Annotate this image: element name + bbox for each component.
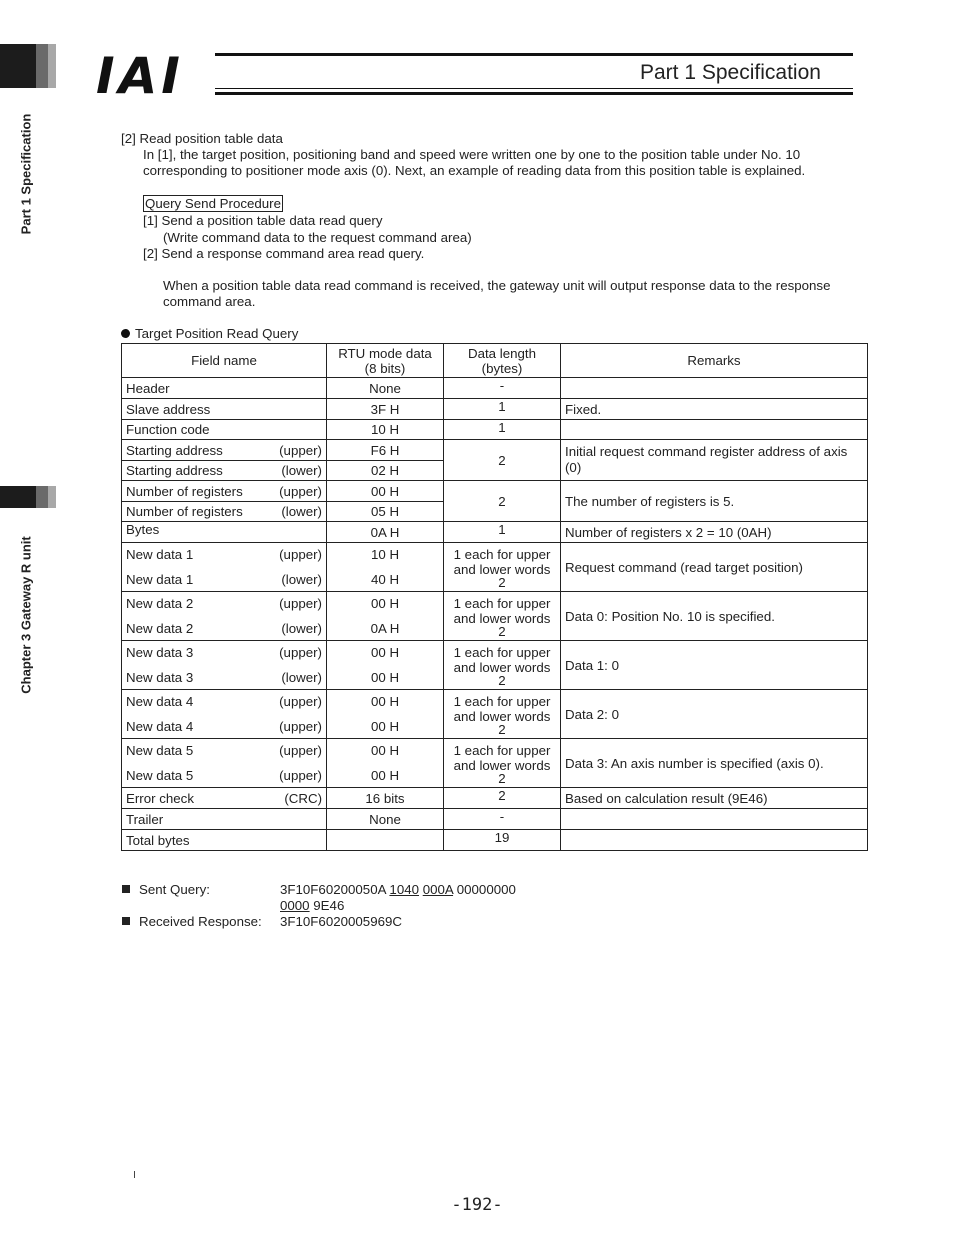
response-note-1: When a position table data read command is received, the gateway unit will output response data to the response bbox=[163, 278, 831, 293]
rtu-cell: 16 bits bbox=[327, 788, 444, 809]
field-name: Starting address bbox=[126, 442, 223, 458]
part-tab-marker bbox=[0, 44, 36, 88]
length-cell: 19 bbox=[444, 830, 561, 851]
square-bullet-icon bbox=[122, 885, 130, 893]
remarks-cell: Fixed. bbox=[561, 399, 868, 420]
sent-query-part: 9E46 bbox=[309, 898, 345, 913]
header-remarks: Remarks bbox=[561, 344, 868, 378]
received-response-label bbox=[122, 914, 262, 930]
page-header-title: Part 1 Specification bbox=[640, 61, 821, 84]
length-cell: 1 bbox=[444, 420, 561, 440]
table-row bbox=[122, 420, 868, 440]
length-line-b: and lower words bbox=[453, 561, 551, 577]
chapter-tab-marker-accent bbox=[36, 486, 48, 508]
field-cell bbox=[122, 592, 327, 641]
length-cell: - bbox=[444, 809, 561, 830]
remarks-cell: Initial request command register address of axis (0) bbox=[561, 440, 868, 481]
length-cell: - bbox=[444, 378, 561, 399]
remarks-cell: Data 0: Position No. 10 is specified. bbox=[561, 592, 868, 641]
bullet-dot-icon bbox=[121, 329, 130, 338]
header-rtu bbox=[327, 344, 444, 378]
chapter-tab-marker-light bbox=[48, 486, 56, 508]
table-row bbox=[122, 809, 868, 830]
part-side-label: Part 1 Specification bbox=[18, 113, 34, 235]
field-name: Number of registers bbox=[126, 504, 243, 519]
length-cell: 2 bbox=[444, 788, 561, 809]
length-cell bbox=[444, 592, 561, 641]
remarks-cell bbox=[561, 378, 868, 399]
header-rule-top bbox=[215, 53, 853, 56]
field-name: Error check bbox=[126, 790, 194, 806]
received-response-label-text: Received Response: bbox=[139, 914, 262, 929]
chapter-tab-marker bbox=[0, 486, 36, 508]
rtu-lower: 00 H bbox=[370, 768, 400, 783]
rtu-cell: 02 H bbox=[327, 461, 444, 481]
header-rtu-line-1: RTU mode data bbox=[338, 345, 432, 361]
page-number: -192- bbox=[451, 1195, 503, 1215]
sent-query-part: 3F10F60200050A bbox=[280, 882, 390, 897]
rtu-cell: 05 H bbox=[327, 502, 444, 522]
table-row bbox=[122, 440, 868, 461]
table-row bbox=[122, 788, 868, 809]
table-row bbox=[122, 739, 868, 788]
remarks-cell: Data 1: 0 bbox=[561, 641, 868, 690]
field-qualifier: (CRC) bbox=[284, 790, 322, 806]
sent-query-label-text: Sent Query: bbox=[139, 882, 210, 897]
remarks-cell: Based on calculation result (9E46) bbox=[561, 788, 868, 809]
field-name: New data 5 bbox=[126, 743, 194, 758]
field-qualifier: (upper) bbox=[279, 645, 322, 660]
sent-query-label bbox=[122, 882, 210, 898]
rtu-cell: None bbox=[327, 809, 444, 830]
remarks-cell: The number of registers is 5. bbox=[561, 481, 868, 522]
table-row bbox=[122, 592, 868, 641]
header-length-line-1: Data length bbox=[467, 345, 536, 361]
sent-query-part: 00000000 bbox=[453, 882, 516, 897]
length-cell bbox=[444, 690, 561, 739]
length-line-c: 2 bbox=[498, 721, 506, 737]
table-row bbox=[122, 481, 868, 502]
procedure-title-box: Query Send Procedure bbox=[145, 196, 282, 211]
header-length bbox=[444, 344, 561, 378]
field-name: New data 1 bbox=[126, 572, 194, 587]
table-row bbox=[122, 399, 868, 420]
rtu-cell bbox=[327, 830, 444, 851]
field-cell bbox=[122, 399, 327, 420]
length-cell bbox=[444, 641, 561, 690]
remarks-cell: Data 3: An axis number is specified (axis 0). bbox=[561, 739, 868, 788]
query-table bbox=[121, 343, 868, 851]
field-cell bbox=[122, 690, 327, 739]
length-line-a: 1 each for upper bbox=[453, 595, 551, 611]
header-rtu-line-2: (8 bits) bbox=[364, 360, 406, 376]
field-qualifier: (lower) bbox=[281, 504, 322, 519]
field-cell bbox=[122, 830, 327, 851]
sent-query-underlined: 1040 bbox=[389, 882, 420, 897]
rtu-cell bbox=[327, 641, 444, 690]
field-cell bbox=[122, 378, 327, 399]
rtu-cell bbox=[327, 592, 444, 641]
field-cell bbox=[122, 440, 327, 461]
length-line-a: 1 each for upper bbox=[453, 693, 551, 709]
footer-tick-mark bbox=[134, 1171, 135, 1178]
field-qualifier: (upper) bbox=[279, 442, 322, 458]
field-name: Total bytes bbox=[126, 832, 190, 848]
field-name: New data 2 bbox=[126, 596, 194, 611]
response-note-2: command area. bbox=[163, 294, 256, 309]
field-cell bbox=[122, 420, 327, 440]
rtu-cell: None bbox=[327, 378, 444, 399]
field-cell bbox=[122, 739, 327, 788]
length-cell: 1 bbox=[444, 522, 561, 543]
table-row bbox=[122, 522, 868, 543]
field-cell bbox=[122, 481, 327, 502]
rtu-cell: 3F H bbox=[327, 399, 444, 420]
rtu-cell bbox=[327, 690, 444, 739]
table-caption-text: Target Position Read Query bbox=[135, 326, 299, 341]
field-qualifier: (upper) bbox=[279, 719, 322, 734]
rtu-lower: 40 H bbox=[370, 572, 400, 587]
field-name: Header bbox=[126, 380, 170, 396]
field-name: Number of registers bbox=[126, 483, 243, 499]
remarks-cell: Number of registers x 2 = 10 (0AH) bbox=[561, 522, 868, 543]
iai-logo: IAI bbox=[96, 47, 184, 105]
length-line-b: and lower words bbox=[453, 708, 551, 724]
field-cell bbox=[122, 461, 327, 481]
square-bullet-icon bbox=[122, 917, 130, 925]
field-qualifier: (lower) bbox=[281, 463, 322, 478]
length-line-a: 1 each for upper bbox=[453, 644, 551, 660]
rtu-cell: 10 H bbox=[327, 420, 444, 440]
rtu-cell: 0A H bbox=[327, 522, 444, 543]
field-name: Bytes bbox=[126, 522, 160, 537]
field-cell bbox=[122, 641, 327, 690]
field-qualifier: (lower) bbox=[281, 572, 322, 587]
table-row bbox=[122, 543, 868, 592]
field-name: New data 4 bbox=[126, 719, 194, 734]
length-cell: 1 bbox=[444, 399, 561, 420]
table-caption bbox=[121, 326, 298, 342]
remarks-cell bbox=[561, 830, 868, 851]
header-rule-bottom bbox=[215, 92, 853, 95]
field-qualifier: (upper) bbox=[279, 483, 322, 499]
procedure-step-2: [2] Send a response command area read query. bbox=[143, 246, 425, 261]
rtu-upper: 00 H bbox=[370, 645, 400, 660]
length-cell: 2 bbox=[444, 481, 561, 522]
field-cell bbox=[122, 809, 327, 830]
rtu-lower: 00 H bbox=[370, 670, 400, 685]
sent-query-value bbox=[280, 882, 516, 898]
intro-line-2: corresponding to positioner mode axis (0). Next, an example of reading data from this position table is explained. bbox=[143, 163, 806, 178]
rtu-cell bbox=[327, 543, 444, 592]
length-line-c: 2 bbox=[498, 672, 506, 688]
table-row bbox=[122, 378, 868, 399]
procedure-title bbox=[143, 196, 283, 212]
field-qualifier: (upper) bbox=[279, 547, 322, 562]
length-line-b: and lower words bbox=[453, 659, 551, 675]
rtu-upper: 00 H bbox=[370, 743, 400, 758]
rtu-cell bbox=[327, 739, 444, 788]
sent-query-underlined: 000A bbox=[422, 882, 454, 897]
procedure-step-1: [1] Send a position table data read query bbox=[143, 213, 383, 228]
field-name: Slave address bbox=[126, 401, 211, 417]
field-name: New data 3 bbox=[126, 670, 194, 685]
table-row bbox=[122, 830, 868, 851]
rtu-lower: 00 H bbox=[370, 719, 400, 734]
rtu-upper: 00 H bbox=[370, 694, 400, 709]
length-cell bbox=[444, 739, 561, 788]
field-name: Function code bbox=[126, 422, 210, 437]
length-line-a: 1 each for upper bbox=[453, 546, 551, 562]
intro-line-1: In [1], the target position, positioning band and speed were written one by one to the position table under No. 10 bbox=[143, 147, 801, 162]
field-qualifier: (upper) bbox=[279, 743, 322, 758]
field-cell bbox=[122, 543, 327, 592]
remarks-cell: Data 2: 0 bbox=[561, 690, 868, 739]
length-line-b: and lower words bbox=[453, 757, 551, 773]
remarks-cell bbox=[561, 809, 868, 830]
header-field-name: Field name bbox=[122, 344, 327, 378]
field-cell bbox=[122, 522, 327, 543]
length-line-c: 2 bbox=[498, 770, 506, 786]
field-name: Starting address bbox=[126, 463, 223, 478]
field-cell bbox=[122, 502, 327, 522]
field-name: New data 1 bbox=[126, 547, 194, 562]
field-name: New data 4 bbox=[126, 694, 194, 709]
rtu-lower: 0A H bbox=[370, 621, 400, 636]
chapter-side-label: Chapter 3 Gateway R unit bbox=[18, 536, 34, 694]
rtu-cell: 00 H bbox=[327, 481, 444, 502]
table-header-row bbox=[122, 344, 868, 378]
field-qualifier: (upper) bbox=[279, 768, 322, 783]
length-line-c: 2 bbox=[498, 623, 506, 639]
rtu-upper: 10 H bbox=[370, 547, 400, 562]
table-row bbox=[122, 690, 868, 739]
field-qualifier: (lower) bbox=[281, 621, 322, 636]
remarks-cell bbox=[561, 420, 868, 440]
field-name: New data 3 bbox=[126, 645, 194, 660]
table-row bbox=[122, 641, 868, 690]
rtu-cell: F6 H bbox=[327, 440, 444, 461]
length-line-b: and lower words bbox=[453, 610, 551, 626]
part-tab-marker-light bbox=[48, 44, 56, 88]
sent-query-underlined: 0000 bbox=[280, 898, 310, 913]
field-qualifier: (lower) bbox=[281, 670, 322, 685]
section-heading: [2] Read position table data bbox=[121, 131, 283, 146]
received-response-value: 3F10F6020005969C bbox=[280, 914, 402, 929]
procedure-step-1-note: (Write command data to the request command area) bbox=[163, 230, 472, 245]
field-name: Trailer bbox=[126, 811, 164, 827]
length-line-c: 2 bbox=[498, 574, 506, 590]
header-length-line-2: (bytes) bbox=[481, 360, 523, 376]
length-cell bbox=[444, 543, 561, 592]
field-name: New data 5 bbox=[126, 768, 194, 783]
part-tab-marker-accent bbox=[36, 44, 48, 88]
field-qualifier: (upper) bbox=[279, 694, 322, 709]
rtu-upper: 00 H bbox=[370, 596, 400, 611]
length-cell: 2 bbox=[444, 440, 561, 481]
field-qualifier: (upper) bbox=[279, 596, 322, 611]
remarks-cell: Request command (read target position) bbox=[561, 543, 868, 592]
length-line-a: 1 each for upper bbox=[453, 742, 551, 758]
field-cell bbox=[122, 788, 327, 809]
header-rule-thin bbox=[215, 88, 853, 89]
sent-query-value-cont bbox=[280, 898, 344, 914]
field-name: New data 2 bbox=[126, 621, 194, 636]
